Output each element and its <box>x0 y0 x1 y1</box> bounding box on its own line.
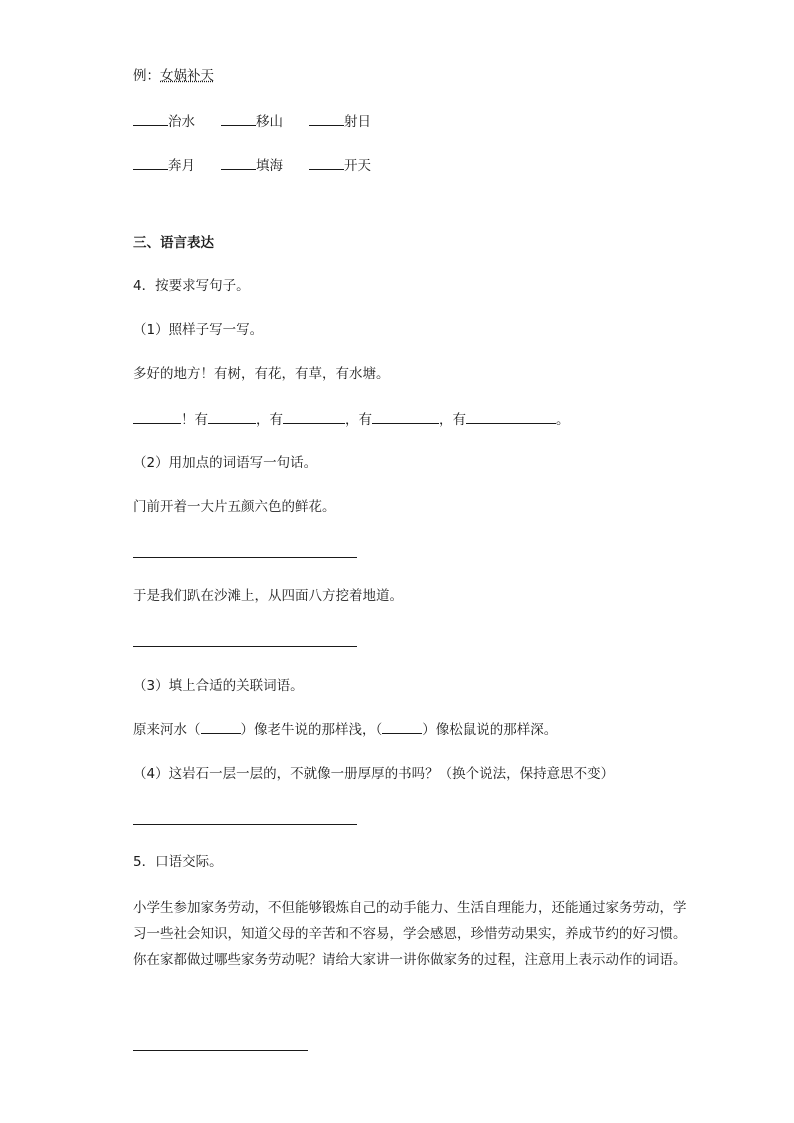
worksheet-page <box>133 0 733 1123</box>
q4-part2-title: （2）用加点的词语写一句话。 <box>133 455 318 471</box>
q4-part1-pattern <box>133 409 570 430</box>
idiom-row-2 <box>133 155 371 176</box>
answer-line[interactable] <box>133 557 357 558</box>
conjunction-blank[interactable] <box>382 719 422 734</box>
question-5-title: 5．口语交际。 <box>133 854 223 870</box>
q4-part4-title: （4）这岩石一层一层的，不就像一册厚厚的书吗？（换个说法，保持意思不变） <box>133 766 615 782</box>
pattern-blank[interactable] <box>283 409 345 424</box>
idiom-blank[interactable] <box>221 111 256 126</box>
idiom-suffix: 移山 <box>256 114 283 130</box>
section-title: 三、语言表达 <box>133 235 214 251</box>
conj-text: 原来河水（ <box>133 722 201 738</box>
example-label: 例： <box>133 68 160 84</box>
idiom-blank[interactable] <box>309 155 344 170</box>
answer-line[interactable] <box>133 646 357 647</box>
idiom-blank[interactable] <box>309 111 344 126</box>
conjunction-blank[interactable] <box>201 719 241 734</box>
idiom-suffix: 开天 <box>344 158 371 174</box>
idiom-suffix: 填海 <box>256 158 283 174</box>
q4-part3-sentence <box>133 719 557 740</box>
pattern-text: ！ <box>181 412 195 428</box>
idiom-suffix: 射日 <box>344 114 371 130</box>
idiom-row-1 <box>133 111 371 132</box>
answer-line[interactable] <box>133 1050 308 1051</box>
pattern-text: 。 <box>556 412 570 428</box>
example-phrase: 女娲补天 <box>160 68 214 84</box>
pattern-text: 有 <box>452 412 466 428</box>
answer-line[interactable] <box>133 824 357 825</box>
pattern-text: 有 <box>269 412 283 428</box>
idiom-blank[interactable] <box>221 155 256 170</box>
question-4-title: 4．按要求写句子。 <box>133 278 250 294</box>
q4-part2-sentence-2: 于是我们趴在沙滩上，从四面八方挖着地道。 <box>133 588 403 604</box>
pattern-blank[interactable] <box>208 409 256 424</box>
pattern-text: ， <box>256 412 270 428</box>
q4-part1-title: （1）照样子写一写。 <box>133 322 264 338</box>
idiom-blank[interactable] <box>133 155 168 170</box>
q5-paragraph: 小学生参加家务劳动，不但能够锻炼自己的动手能力、生活自理能力，还能通过家务劳动，学习一些社会知识，知道父母的辛苦和不容易，学会感恩，珍惜劳动果实，养成节约的好习惯。你在家都做过哪些家务劳动呢？请给大家讲一讲你做家务的过程，注意用上表示动作的词语。 <box>133 900 687 968</box>
idiom-suffix: 奔月 <box>168 158 195 174</box>
idiom-suffix: 治水 <box>168 114 195 130</box>
pattern-text: ， <box>345 412 359 428</box>
pattern-text: 有 <box>194 412 208 428</box>
conj-text: ）像老牛说的那样浅，（ <box>240 722 383 738</box>
pattern-text: ， <box>439 412 453 428</box>
q4-part1-model: 多好的地方！有树，有花，有草，有水塘。 <box>133 366 390 382</box>
q4-part2-sentence-1: 门前开着一大片五颜六色的鲜花。 <box>133 499 336 515</box>
pattern-blank[interactable] <box>372 409 439 424</box>
example-line <box>133 66 214 86</box>
pattern-blank[interactable] <box>133 409 181 424</box>
pattern-text: 有 <box>358 412 372 428</box>
conj-text: ）像松鼠说的那样深。 <box>422 722 558 738</box>
idiom-blank[interactable] <box>133 111 168 126</box>
pattern-blank[interactable] <box>466 409 556 424</box>
q4-part3-title: （3）填上合适的关联词语。 <box>133 678 304 694</box>
